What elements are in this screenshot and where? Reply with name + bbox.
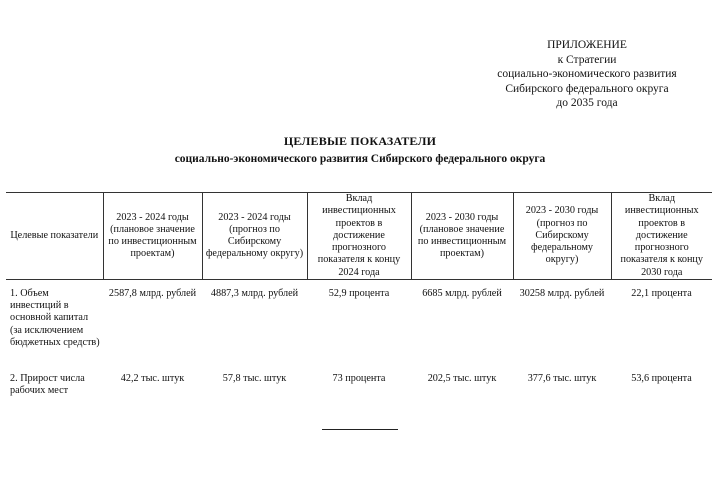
- document-subtitle: социально-экономического развития Сибирского федерального округа: [174, 153, 546, 165]
- header-2024-contribution: Вклад инвестиционных проектов в достижение прогнозного показателя к концу 2024 года: [307, 193, 411, 280]
- value-cell: 4887,3 млрд. рублей: [210, 288, 299, 299]
- table-header-row: [6, 193, 712, 280]
- value-cell: 6685 млрд. рублей: [422, 288, 502, 299]
- header-2030-plan: 2023 - 2030 годы (плановое значение по инвестиционным проектам): [411, 193, 513, 280]
- indicator-cell: 1. Объем инвестиций в основной капитал (за исключением бюджетных средств): [10, 288, 100, 348]
- value-cell: 377,6 тыс. штук: [527, 373, 597, 384]
- value-cell: 73 процента: [332, 373, 386, 384]
- appendix-line-5: до 2035 года: [556, 97, 618, 109]
- header-indicators: Целевые показатели: [6, 193, 103, 280]
- appendix-line-4: Сибирского федерального округа: [505, 82, 669, 95]
- value-cell: 53,6 процента: [631, 373, 692, 384]
- value-cell: 30258 млрд. рублей: [519, 288, 605, 299]
- footer-divider: [322, 429, 398, 430]
- indicator-cell: 2. Прирост числа рабочих мест: [10, 373, 85, 397]
- value-cell: 52,9 процента: [328, 288, 390, 299]
- appendix-line-3: социально-экономического развития: [497, 68, 677, 80]
- header-2024-forecast: 2023 - 2024 годы (прогноз по Сибирскому федеральному округу): [202, 193, 307, 280]
- header-2030-contribution: Вклад инвестиционных проектов в достижение прогнозного показателя к концу 2030 года: [611, 193, 712, 280]
- header-2024-plan: 2023 - 2024 годы (плановое значение по инвестиционным проектам): [103, 193, 202, 280]
- target-indicators-table: [6, 192, 712, 397]
- table-row: [6, 371, 712, 397]
- appendix-line-2: к Стратегии: [557, 53, 617, 66]
- appendix-block: [462, 38, 712, 111]
- value-cell: 22,1 процента: [631, 288, 692, 299]
- value-cell: 57,8 тыс. штук: [222, 373, 287, 384]
- header-2030-forecast: 2023 - 2030 годы (прогноз по Сибирскому федеральному округу): [513, 193, 611, 280]
- value-cell: 202,5 тыс. штук: [427, 373, 497, 384]
- appendix-line-1: ПРИЛОЖЕНИЕ: [547, 39, 627, 51]
- table-row: [6, 280, 712, 372]
- document-title: ЦЕЛЕВЫЕ ПОКАЗАТЕЛИ: [283, 134, 437, 148]
- value-cell: 42,2 тыс. штук: [120, 373, 185, 384]
- value-cell: 2587,8 млрд. рублей: [108, 288, 197, 299]
